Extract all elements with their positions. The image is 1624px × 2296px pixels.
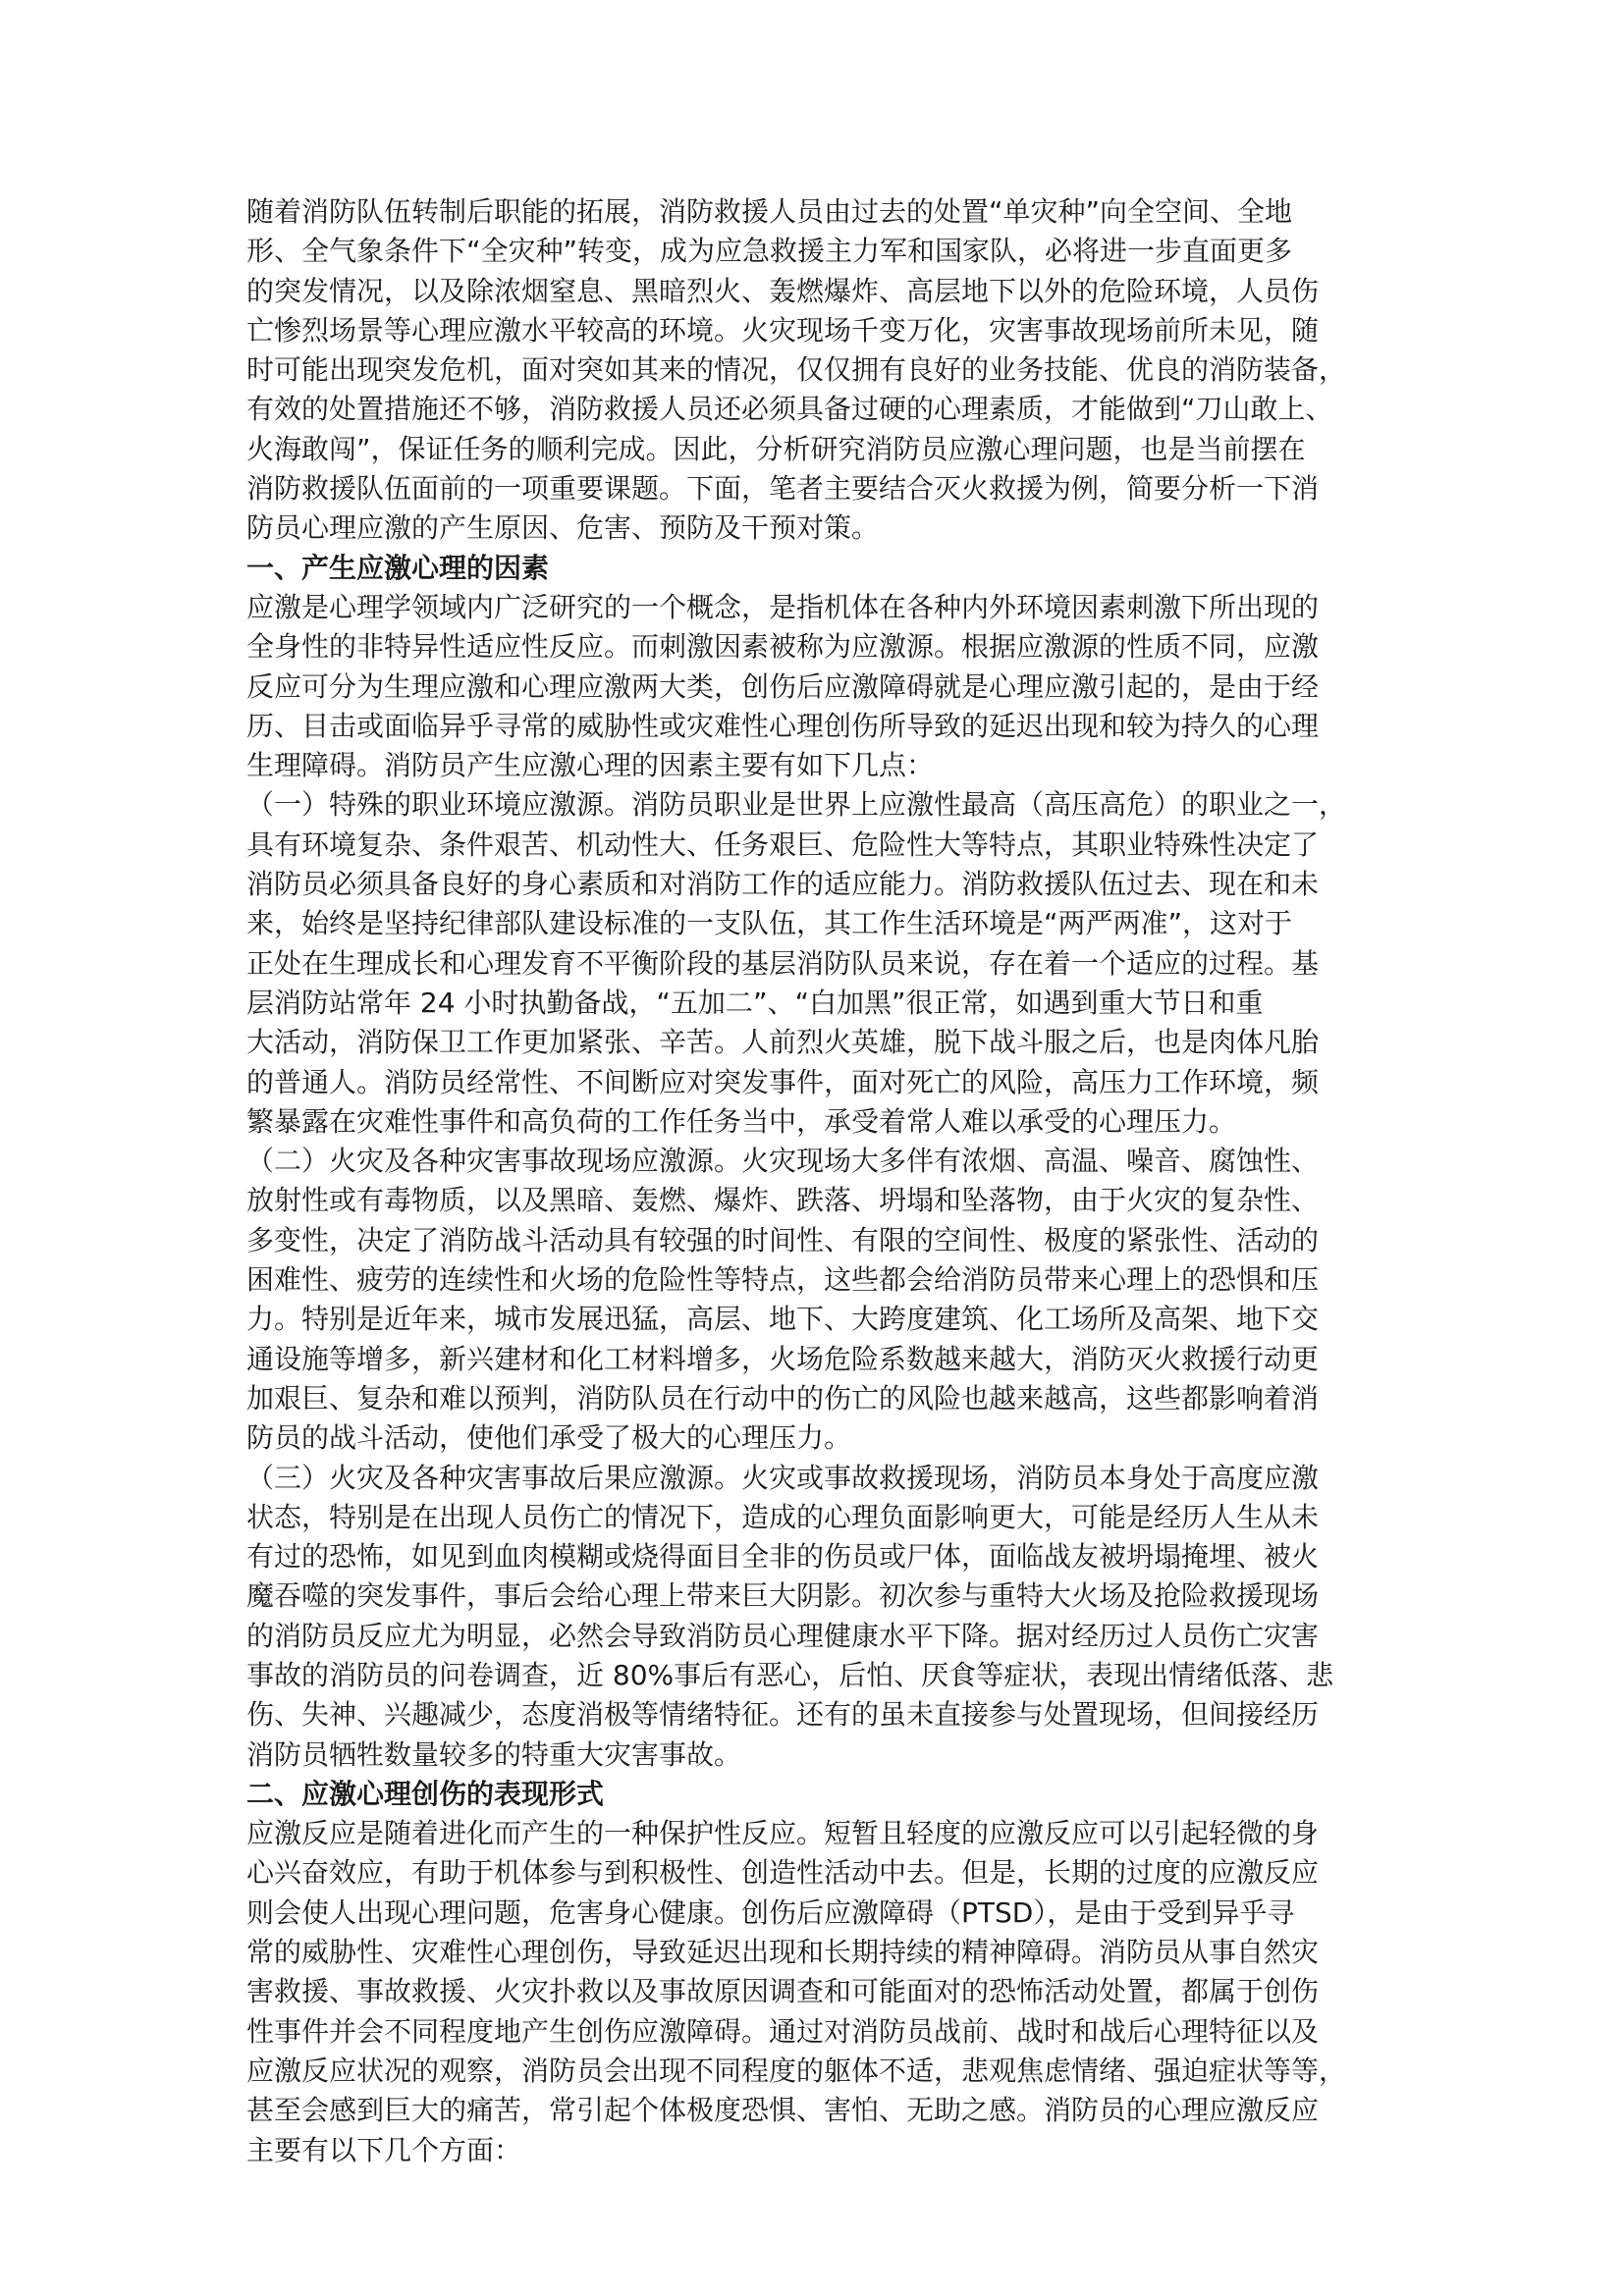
- section2-intro-paragraph: [246, 1814, 1385, 2170]
- text-line: 心兴奋效应，有助于机体参与到积极性、创造性活动中去。但是，长期的过度的应激反应: [246, 1856, 1320, 1890]
- text-line: 形、全气象条件下“全灾种”转变，成为应急救援主力军和国家队，必将进一步直面更多: [246, 235, 1293, 268]
- text-line: 具有环境复杂、条件艰苦、机动性大、任务艰巨、危险性大等特点，其职业特殊性决定了: [246, 828, 1320, 861]
- text-line: 放射性或有毒物质，以及黑暗、轰燃、爆炸、跌落、坍塌和坠落物，由于火灾的复杂性、: [246, 1184, 1320, 1217]
- text-line: 魔吞噬的突发事件，事后会给心理上带来巨大阴影。初次参与重特大火场及抢险救援现场: [246, 1579, 1320, 1613]
- text-line: 状态，特别是在出现人员伤亡的情况下，造成的心理负面影响更大，可能是经历人生从未: [246, 1500, 1320, 1533]
- text-line: 困难性、疲劳的连续性和火场的危险性等特点，这些都会给消防员带来心理上的恐惧和压: [246, 1263, 1320, 1297]
- text-line: 常的威胁性、灾难性心理创伤，导致延迟出现和长期持续的精神障碍。消防员从事自然灾: [246, 1936, 1320, 1969]
- text-line: 繁暴露在灾难性事件和高负荷的工作任务当中，承受着常人难以承受的心理压力。: [246, 1104, 1237, 1138]
- text-line: 力。特别是近年来，城市发展迅猛，高层、地下、大跨度建筑、化工场所及高架、地下交: [246, 1303, 1320, 1336]
- section1-intro-paragraph: [246, 588, 1385, 785]
- text-line: 的普通人。消防员经常性、不间断应对突发事件，面对死亡的风险，高压力工作环境，频: [246, 1065, 1320, 1098]
- text-line: 防员的战斗活动，使他们承受了极大的心理压力。: [246, 1421, 852, 1455]
- text-line: 主要有以下几个方面：: [246, 2133, 522, 2166]
- text-line: 通设施等增多，新兴建材和化工材料增多，火场危险系数越来越大，消防灭火救援行动更: [246, 1342, 1320, 1375]
- text-line: 消防员牺牲数量较多的特重大灾害事故。: [246, 1737, 742, 1771]
- text-line: 多变性，决定了消防战斗活动具有较强的时间性、有限的空间性、极度的紧张性、活动的: [246, 1223, 1320, 1256]
- section1-item2-paragraph: [246, 1142, 1385, 1458]
- text-line: 随着消防队伍转制后职能的拓展，消防救援人员由过去的处置“单灾种”向全空间、全地: [246, 195, 1293, 228]
- text-line: 亡惨烈场景等心理应激水平较高的环境。火灾现场千变万化，灾害事故现场前所未见，随: [246, 313, 1320, 347]
- section-heading-1: 一、产生应激心理的因素: [246, 551, 550, 584]
- text-line: 应激反应是随着进化而产生的一种保护性反应。短暂且轻度的应激反应可以引起轻微的身: [246, 1817, 1320, 1850]
- text-line: 来，始终是坚持纪律部队建设标准的一支队伍，其工作生活环境是“两严两准”，这对于: [246, 907, 1293, 940]
- text-line: 时可能出现突发危机，面对突如其来的情况，仅仅拥有良好的业务技能、优良的消防装备，: [246, 353, 1347, 387]
- text-line: 火海敢闯”，保证任务的顺利完成。因此，分析研究消防员应激心理问题，也是当前摆在: [246, 432, 1306, 465]
- text-line: 性事件并会不同程度地产生创伤应激障碍。通过对消防员战前、战时和战后心理特征以及: [246, 2014, 1320, 2048]
- text-line: （三）火灾及各种灾害事故后果应激源。火灾或事故救援现场，消防员本身处于高度应激: [246, 1461, 1320, 1494]
- text-line: 加艰巨、复杂和难以预判，消防队员在行动中的伤亡的风险也越来越高，这些都影响着消: [246, 1381, 1320, 1415]
- text-line: 消防员必须具备良好的身心素质和对消防工作的适应能力。消防救援队伍过去、现在和未: [246, 868, 1320, 901]
- text-line: 反应可分为生理应激和心理应激两大类，创伤后应激障碍就是心理应激引起的，是由于经: [246, 669, 1320, 703]
- text-line: 甚至会感到巨大的痛苦，常引起个体极度恐惧、害怕、无助之感。消防员的心理应激反应: [246, 2094, 1320, 2127]
- section1-item3-paragraph: [246, 1459, 1385, 1775]
- text-line: 有效的处置措施还不够，消防救援人员还必须具备过硬的心理素质，才能做到“刀山敢上、: [246, 393, 1333, 426]
- text-line: 生理障碍。消防员产生应激心理的因素主要有如下几点：: [246, 749, 935, 782]
- text-line: 事故的消防员的问卷调查，近 80%事后有恶心，后怕、厌食等症状，表现出情绪低落、悲: [246, 1658, 1334, 1691]
- text-line: 应激是心理学领域内广泛研究的一个概念，是指机体在各种内外环境因素刺激下所出现的: [246, 590, 1320, 623]
- text-line: 的消防员反应尤为明显，必然会导致消防员心理健康水平下降。据对经历过人员伤亡灾害: [246, 1619, 1320, 1652]
- text-line: 应激反应状况的观察，消防员会出现不同程度的躯体不适，悲观焦虑情绪、强迫症状等等，: [246, 2054, 1347, 2087]
- intro-paragraph: [246, 192, 1385, 549]
- text-line: 消防救援队伍面前的一项重要课题。下面，笔者主要结合灭火救援为例，简要分析一下消: [246, 472, 1320, 506]
- text-line: 的突发情况，以及除浓烟窒息、黑暗烈火、轰燃爆炸、高层地下以外的危险环境，人员伤: [246, 274, 1320, 307]
- document-page: [246, 192, 1385, 2170]
- text-line: （二）火灾及各种灾害事故现场应激源。火灾现场大多伴有浓烟、高温、噪音、腐蚀性、: [246, 1145, 1320, 1178]
- text-line: （一）特殊的职业环境应激源。消防员职业是世界上应激性最高（高压高危）的职业之一，: [246, 788, 1347, 822]
- text-line: 防员心理应激的产生原因、危害、预防及干预对策。: [246, 511, 880, 545]
- text-line: 层消防站常年 24 小时执勤备战，“五加二”、“白加黑”很正常，如遇到重大节日和重: [246, 986, 1264, 1019]
- text-line: 历、目击或面临异乎寻常的威胁性或灾难性心理创伤所导致的延迟出现和较为持久的心理: [246, 709, 1320, 742]
- text-line: 大活动，消防保卫工作更加紧张、辛苦。人前烈火英雄，脱下战斗服之后，也是肉体凡胎: [246, 1026, 1320, 1059]
- text-line: 有过的恐怖，如见到血肉模糊或烧得面目全非的伤员或尸体，面临战友被坍塌掩埋、被火: [246, 1540, 1320, 1574]
- text-line: 则会使人出现心理问题，危害身心健康。创伤后应激障碍（PTSD），是由于受到异乎寻: [246, 1896, 1295, 1929]
- text-line: 正处在生理成长和心理发育不平衡阶段的基层消防队员来说，存在着一个适应的过程。基: [246, 946, 1320, 980]
- text-line: 害救援、事故救援、火灾扑救以及事故原因调查和可能面对的恐怖活动处置，都属于创伤: [246, 1975, 1320, 2008]
- section1-item1-paragraph: [246, 785, 1385, 1142]
- text-line: 伤、失神、兴趣减少，态度消极等情绪特征。还有的虽未直接参与处置现场，但间接经历: [246, 1698, 1320, 1732]
- text-line: 全身性的非特异性适应性反应。而刺激因素被称为应激源。根据应激源的性质不同，应激: [246, 630, 1320, 664]
- section-heading-2: 二、应激心理创伤的表现形式: [246, 1777, 605, 1810]
